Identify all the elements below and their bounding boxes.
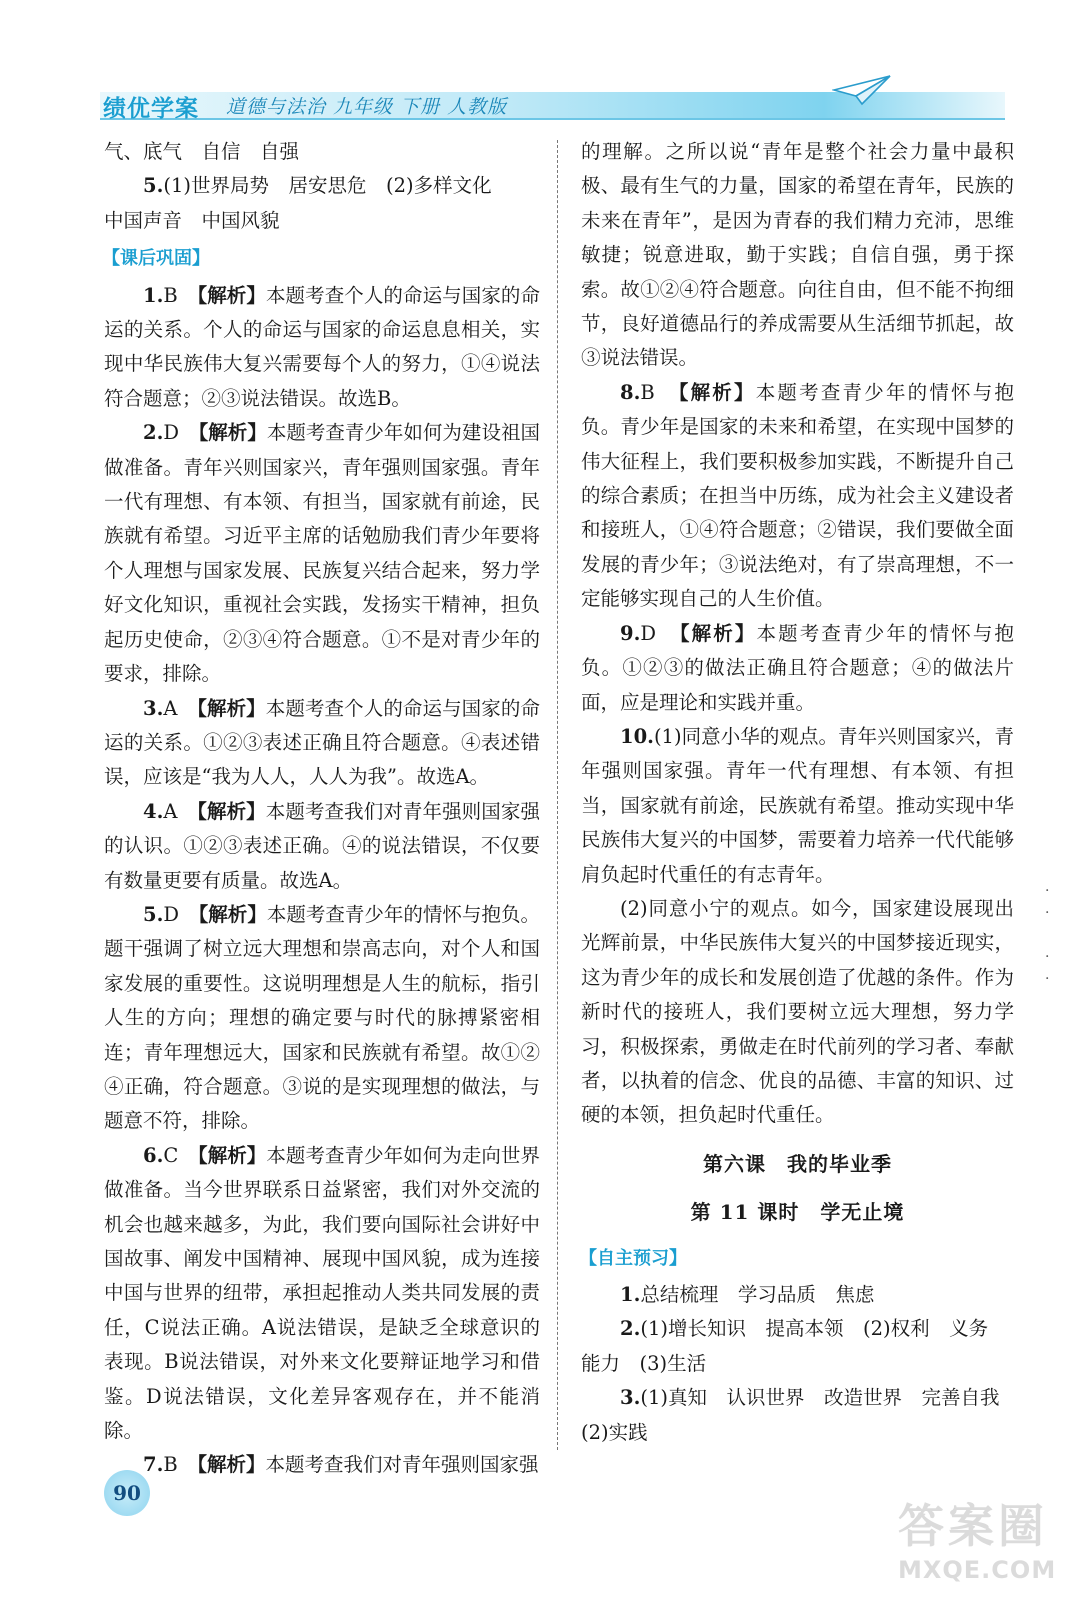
period-title: [581, 1195, 1014, 1229]
text: 本题考查青少年的情怀与抱负。题干强调了树立远大理想和崇高志向，对个人和国家发展的重要性。这说明理想是人生的航标，指引人生的方向；理想的确定要与时代的脉搏紧密相连；青年理想远大，国家和民族就有希望。故①②④正确，符合题意。③说的是实现理想的做法，与题意不符，排除。: [104, 902, 540, 1133]
question-number: 2.: [143, 421, 164, 445]
question-number: 2.: [620, 1317, 641, 1341]
lesson-title: [581, 1147, 1014, 1181]
question-number: 1.: [620, 1283, 641, 1306]
text: 本题考查个人的命运与国家的命运的关系。个人的命运与国家的命运息息相关，实现中华民族伟大复兴需要每个人的努力，①④说法符合题意；②③说法错误。故选B。: [104, 283, 540, 410]
question-number: 5.: [143, 902, 164, 926]
analysis-tag: 【解析】: [197, 1143, 267, 1167]
analysis-tag: 【解析】: [198, 421, 267, 445]
column-divider: [557, 140, 558, 1450]
text: (1)增长知识 提高本领 (2)权利 义务: [640, 1317, 989, 1341]
analysis-tag: 【解析】: [679, 621, 757, 645]
analysis-tag: 【解析】: [678, 380, 756, 404]
answer-item: [104, 1139, 540, 1449]
question-number: 5.: [143, 174, 164, 198]
answer-choice: C: [163, 1143, 179, 1167]
answer-item: [104, 795, 540, 898]
answer-item: [104, 279, 540, 417]
question-number: 7.: [143, 1453, 164, 1477]
text: 本题考查我们对青年强则国家强: [265, 1453, 539, 1477]
text: (2)同意小宁的观点。如今，国家建设展现出光辉前景，中华民族伟大复兴的中国梦接近现实，这为青少年的成长和发展创造了优越的条件。作为新时代的接班人，我们要树立远大理想，努力学习，积极探索，勇做走在时代前列的学习者、奉献者，以执着的信念、优良的品德、丰富的知识、过硬的本领，担负起时代重任。: [581, 896, 1014, 1127]
answer-choice: D: [640, 621, 656, 645]
watermark-url: MXQE.COM: [898, 1556, 1057, 1584]
text: 第 11 课时 学无止境: [690, 1200, 905, 1225]
section-heading: [102, 242, 210, 276]
book-subtitle: 道德与法治 九年级 下册 人教版: [226, 96, 508, 118]
text: 本题考查个人的命运与国家的命运的关系。①②③表述正确且符合题意。④表述错误，应该是“我为人人，人人为我”。故选A。: [104, 696, 540, 789]
section-heading: [579, 1242, 687, 1276]
text: 本题考查青少年的情怀与抱负。青少年是国家的未来和希望，在实现中国梦的伟大征程上，我们要积极参加实践，不断提升自己的综合素质；在担当中历练，成为社会主义建设者和接班人，①④符合题意；②错误，我们要做全面发展的青少年；③说法绝对，有了崇高理想，不一定能够实现自己的人生价值。: [581, 380, 1014, 611]
left-column: [104, 135, 540, 1483]
answer-item: [581, 1278, 1014, 1312]
text: (1)同意小华的观点。青年兴则国家兴，青年强则国家强。青年一代有理想、有本领、有担当，国家就有前途，民族就有希望。推动实现中华民族伟大复兴的中国梦，需要着力培养一代代能够肩负起时代重任的有志青年。: [581, 724, 1014, 886]
paragraph: [581, 135, 1014, 376]
analysis-tag: 【解析】: [197, 283, 266, 307]
analysis-tag: 【解析】: [197, 799, 266, 823]
question-number: 10.: [620, 724, 654, 748]
page-header: [0, 70, 1091, 130]
paragraph: [104, 204, 540, 238]
watermark-logo: 答案圈: [898, 1499, 1048, 1553]
watermark: [898, 1490, 1068, 1590]
analysis-tag: 【解析】: [197, 1453, 266, 1477]
text: 第六课 我的毕业季: [703, 1151, 892, 1176]
answer-choice: B: [163, 283, 178, 307]
answer-choice: A: [163, 696, 178, 720]
text: (1)世界局势 居安思危 (2)多样文化: [163, 174, 492, 198]
question-number: 1.: [143, 283, 164, 307]
answer-item: [104, 692, 540, 795]
question-number: 8.: [620, 380, 641, 404]
text: 本题考查青少年的情怀与抱负。①②③的做法正确且符合题意；④的做法片面，应是理论和实践并重。: [581, 621, 1014, 714]
text: 【课后巩固】: [102, 248, 210, 270]
text: 本题考查青少年如何为走向世界做准备。当今世界联系日益紧密，我们对外交流的机会也越来越多，为此，我们要向国际社会讲好中国故事、阐发中国精神、展现中国风貌，成为连接中国与世界的纽带，承担起推动人类共同发展的责任，C说法正确。A说法错误，是缺乏全球意识的表现。B说法错误，对外来文化要辩证地学习和借鉴。D说法错误，文化差异客观存在，并不能消除。: [104, 1143, 540, 1443]
page-number: 90: [104, 1470, 150, 1516]
paper-plane-icon: [832, 72, 892, 108]
text: 【自主预习】: [579, 1247, 687, 1269]
margin-marks: · · · ·: [1045, 883, 1050, 987]
analysis-tag: 【解析】: [198, 902, 267, 926]
answer-choice: D: [163, 902, 179, 926]
answer-item: [581, 1381, 1014, 1415]
right-column: [581, 135, 1014, 1450]
answer-item: [581, 376, 1014, 617]
question-number: 9.: [620, 621, 641, 645]
text: 本题考查我们对青年强则国家强的认识。①②③表述正确。④的说法错误，不仅要有数量更要有质量。故选A。: [104, 799, 540, 892]
answer-choice: B: [163, 1453, 178, 1477]
text: 总结梳理 学习品质 焦虑: [640, 1283, 875, 1306]
text: 的理解。之所以说“青年是整个社会力量中最积极、最有生气的力量，国家的希望在青年，民族的未来在青年”，是因为青春的我们精力充沛，思维敏捷；锐意进取，勤于实践；自信自强，勇于探索。故①②④符合题意。向往自由，但不能不拘细节，良好道德品行的养成需要从生活细节抓起，故③说法错误。: [581, 140, 1014, 370]
text: (2)实践: [581, 1420, 648, 1444]
answer-choice: A: [163, 799, 178, 823]
analysis-tag: 【解析】: [197, 696, 266, 720]
paragraph: [104, 135, 540, 169]
answer-item: [104, 898, 540, 1139]
paragraph: [581, 1347, 1014, 1381]
text: 能力 (3)生活: [581, 1351, 707, 1375]
text: 中国声音 中国风貌: [104, 208, 280, 232]
answer-item: [581, 617, 1014, 720]
text: 气、底气 自信 自强: [104, 140, 300, 163]
answer-item: [581, 1312, 1014, 1346]
paragraph: [581, 1416, 1014, 1450]
paragraph: [581, 892, 1014, 1133]
answer-choice: D: [163, 421, 179, 445]
answer-choice: B: [640, 380, 655, 404]
answer-item: [104, 169, 540, 203]
text: 本题考查青少年如何为建设祖国做准备。青年兴则国家兴，青年强则国家强。青年一代有理想、有本领、有担当，国家就有前途，民族就有希望。习近平主席的话勉励我们青少年要将个人理想与国家发展、民族复兴结合起来，努力学好文化知识，重视社会实践，发扬实干精神，担负起历史使命，②③④符合题意。①不是对青少年的要求，排除。: [104, 421, 540, 686]
question-number: 3.: [620, 1386, 641, 1410]
question-number: 6.: [143, 1143, 164, 1167]
text: (1)真知 认识世界 改造世界 完善自我: [640, 1386, 1000, 1410]
question-number: 3.: [143, 696, 164, 720]
answer-item: [104, 416, 540, 691]
brand-logo: 绩优学案: [103, 96, 199, 122]
answer-item: [104, 1448, 540, 1482]
question-number: 4.: [143, 799, 164, 823]
answer-item: [581, 720, 1014, 892]
